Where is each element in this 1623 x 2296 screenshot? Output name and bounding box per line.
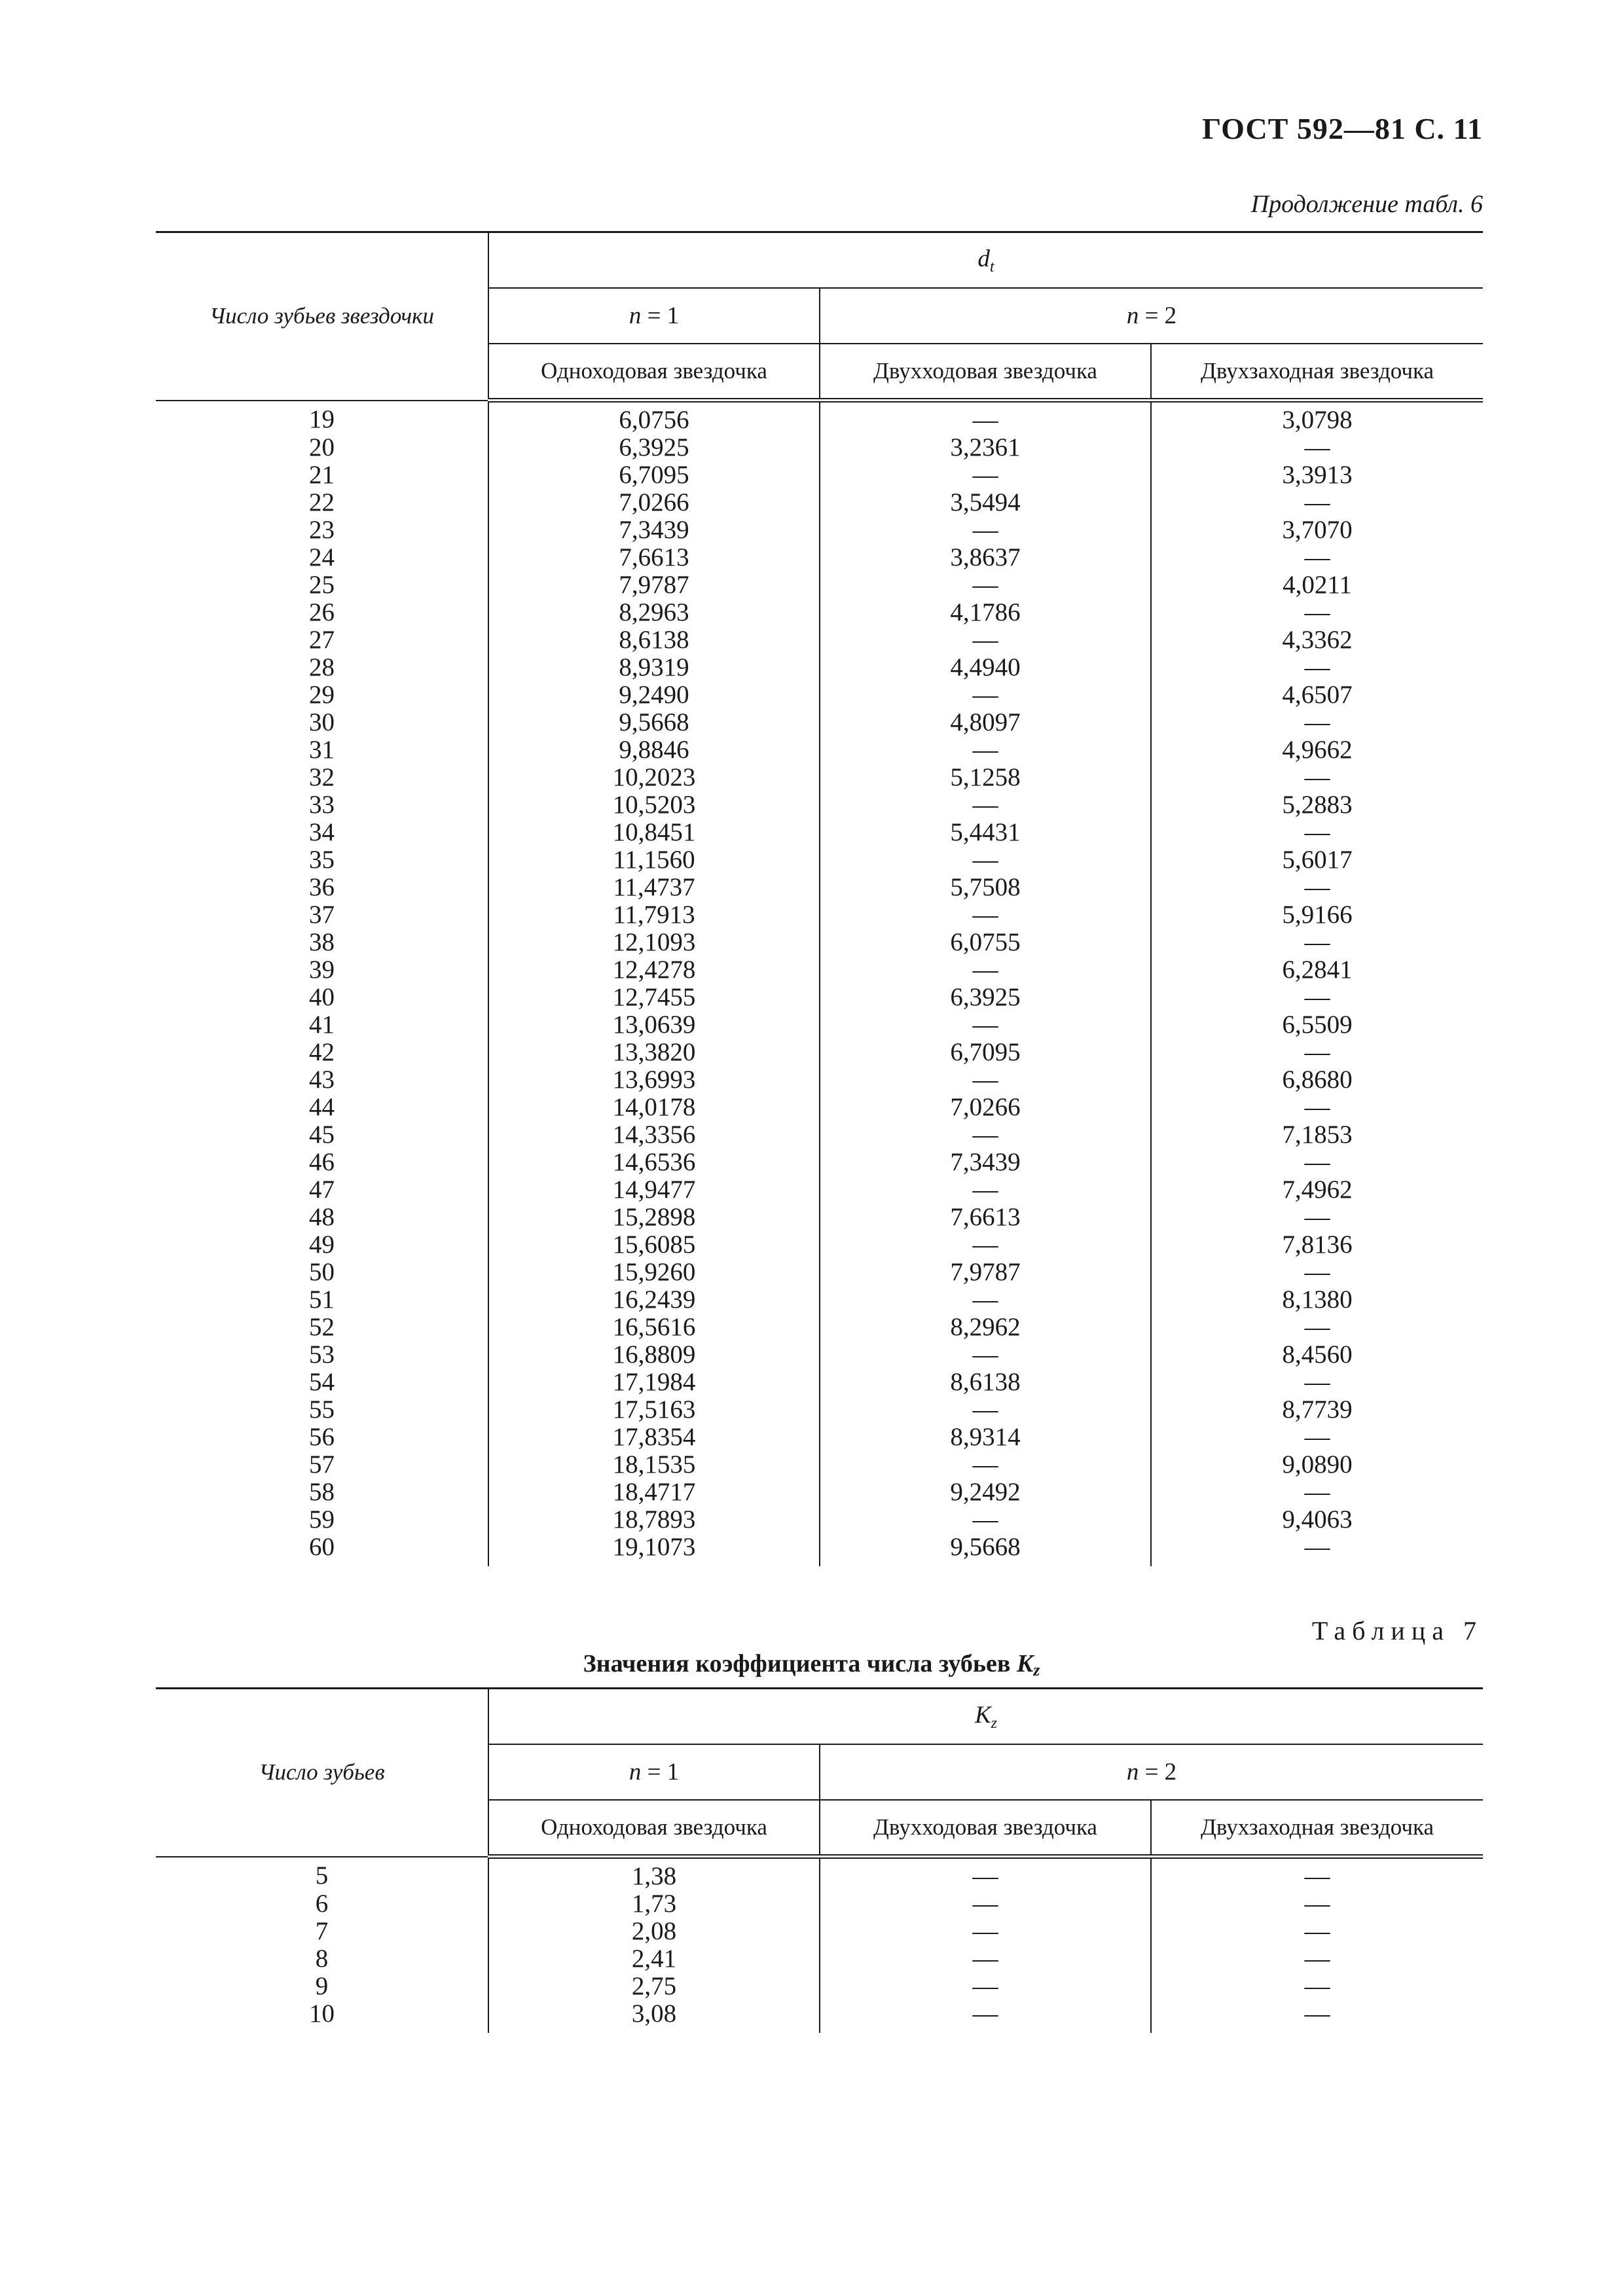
table-cell: —	[1304, 1478, 1330, 1506]
table-cell: 5,7508	[820, 874, 1151, 901]
table-cell: 5,1258	[820, 764, 1151, 791]
table-cell: 37	[156, 901, 488, 929]
table-cell: 6,8680	[1282, 1066, 1353, 1094]
table-cell: 7,3439	[488, 516, 820, 544]
table-cell: 43	[156, 1066, 488, 1094]
table-cell: 5,9166	[1282, 901, 1353, 929]
table-cell: —	[820, 1451, 1151, 1479]
page-header: ГОСТ 592—81 С. 11	[1201, 112, 1483, 145]
table-cell: —	[820, 2000, 1151, 2033]
table-cell: 8,6138	[488, 626, 820, 654]
table-cell: —	[1304, 1148, 1330, 1176]
table-row	[156, 1396, 1483, 1424]
table-row	[156, 626, 1483, 654]
table-cell: —	[820, 1176, 1151, 1204]
table-cell: 27	[156, 626, 488, 654]
table-cell: 8,4560	[1282, 1340, 1353, 1369]
n2-header: n = 2	[820, 1744, 1483, 1800]
table-cell: 3,0798	[1282, 406, 1353, 434]
table-cell: 55	[156, 1396, 488, 1424]
table-cell: 3,08	[488, 2000, 820, 2033]
table-row	[156, 1918, 1483, 1945]
table-cell: 31	[156, 736, 488, 764]
table-cell: 6,0756	[488, 401, 820, 435]
group-header-dt	[488, 232, 1483, 289]
table-cell: —	[820, 626, 1151, 654]
table-continuation-note: Продолжение табл. 6	[1250, 190, 1483, 218]
table-cell: —	[820, 1011, 1151, 1039]
table-row	[156, 929, 1483, 956]
table-cell: 6,0755	[820, 929, 1151, 956]
table-cell: 13,3820	[488, 1039, 820, 1066]
table-cell: 58	[156, 1479, 488, 1506]
table-row	[156, 1534, 1483, 1566]
table-cell: 59	[156, 1506, 488, 1534]
table-cell: —	[1304, 1368, 1330, 1396]
table-cell: —	[1304, 1093, 1330, 1121]
column-header: Одноходовая звездочка	[488, 1800, 820, 1857]
table-cell: 15,2898	[488, 1204, 820, 1231]
table-cell: —	[820, 791, 1151, 819]
table-cell: 7,0266	[488, 489, 820, 516]
table-cell: —	[1304, 1203, 1330, 1231]
table-cell: 6,3925	[488, 434, 820, 461]
table-cell: —	[1304, 763, 1330, 791]
table-row	[156, 489, 1483, 516]
table-row	[156, 681, 1483, 709]
table-cell: 9	[156, 1973, 488, 2000]
table-row	[156, 1094, 1483, 1121]
table-row	[156, 1890, 1483, 1918]
table-cell: 6	[156, 1890, 488, 1918]
table-row	[156, 599, 1483, 626]
table-cell: 7	[156, 1918, 488, 1945]
table-cell: 8	[156, 1945, 488, 1973]
table-cell: —	[820, 401, 1151, 435]
table-title	[0, 1649, 1623, 1680]
group-header-kz	[488, 1689, 1483, 1745]
table-cell: —	[1304, 488, 1330, 516]
table-row	[156, 1204, 1483, 1231]
table-row	[156, 1369, 1483, 1396]
table-cell: —	[820, 1890, 1151, 1918]
table-cell: 9,8846	[488, 736, 820, 764]
table-cell: 2,41	[488, 1945, 820, 1973]
table-cell: 14,0178	[488, 1094, 820, 1121]
table-cell: 5,6017	[1282, 846, 1353, 874]
table-cell: 34	[156, 819, 488, 846]
table-cell: 10,8451	[488, 819, 820, 846]
table-cell: 14,9477	[488, 1176, 820, 1204]
table-cell: —	[820, 461, 1151, 489]
column-header: Двухходовая звездочка	[820, 344, 1151, 401]
table-cell: 14,3356	[488, 1121, 820, 1149]
table-cell: 29	[156, 681, 488, 709]
table-cell: 1,38	[488, 1857, 820, 1891]
table-cell: —	[820, 736, 1151, 764]
table-cell: 51	[156, 1286, 488, 1314]
table-cell: —	[1304, 653, 1330, 681]
table-cell: 9,2490	[488, 681, 820, 709]
table-cell: 28	[156, 654, 488, 681]
table-cell: 8,7739	[1282, 1395, 1353, 1424]
table-cell: 7,3439	[820, 1149, 1151, 1176]
table-cell: 8,6138	[820, 1369, 1151, 1396]
table-cell: —	[820, 1945, 1151, 1973]
table-row	[156, 1973, 1483, 2000]
table-cell: —	[1304, 1423, 1330, 1451]
table-cell: 12,7455	[488, 984, 820, 1011]
table-cell: 7,8136	[1282, 1230, 1353, 1259]
table-cell: 2,75	[488, 1973, 820, 2000]
table-cell: —	[1304, 818, 1330, 846]
table-cell: 15,6085	[488, 1231, 820, 1259]
table-cell: 9,4063	[1282, 1505, 1353, 1534]
table-cell: 4,6507	[1282, 681, 1353, 709]
table-cell: —	[1304, 983, 1330, 1011]
table-cell: 50	[156, 1259, 488, 1286]
table-cell: 49	[156, 1231, 488, 1259]
table-row	[156, 874, 1483, 901]
table-cell: 16,8809	[488, 1341, 820, 1369]
table-cell: 15,9260	[488, 1259, 820, 1286]
table-cell: —	[820, 956, 1151, 984]
table-cell: —	[1304, 1258, 1330, 1286]
table-cell: —	[1304, 1945, 1330, 1973]
table-cell: 5	[156, 1857, 488, 1891]
table-cell: —	[1304, 708, 1330, 736]
table-cell: —	[820, 1506, 1151, 1534]
table-row	[156, 1424, 1483, 1451]
table-row	[156, 654, 1483, 681]
table-row	[156, 736, 1483, 764]
table-cell: 40	[156, 984, 488, 1011]
table-cell: 9,5668	[820, 1534, 1151, 1566]
table-row	[156, 1314, 1483, 1341]
table-cell: —	[1304, 1972, 1330, 2000]
table-cell: 39	[156, 956, 488, 984]
table-row	[156, 1479, 1483, 1506]
table-cell: 12,4278	[488, 956, 820, 984]
table-cell: —	[1304, 543, 1330, 571]
table-row	[156, 461, 1483, 489]
table-6-body	[156, 401, 1483, 1567]
table-cell: —	[1304, 433, 1330, 461]
table-row	[156, 2000, 1483, 2033]
table-cell: 8,1380	[1282, 1285, 1353, 1314]
table-cell: —	[820, 571, 1151, 599]
table-cell: —	[1304, 1917, 1330, 1945]
table-cell: 6,2841	[1282, 956, 1353, 984]
table-cell: 26	[156, 599, 488, 626]
table-cell: —	[1304, 598, 1330, 626]
table-cell: 4,0211	[1283, 571, 1352, 599]
table-cell: 52	[156, 1314, 488, 1341]
table-7-body	[156, 1857, 1483, 2034]
table-cell: 7,4962	[1282, 1175, 1353, 1204]
table-cell: 4,3362	[1282, 626, 1353, 654]
table-cell: 8,9319	[488, 654, 820, 681]
table-row	[156, 401, 1483, 435]
table-row	[156, 544, 1483, 571]
table-row	[156, 1341, 1483, 1369]
table-7	[156, 1687, 1483, 2033]
table-cell: —	[1304, 928, 1330, 956]
table-cell: 45	[156, 1121, 488, 1149]
table-row	[156, 1176, 1483, 1204]
table-cell: 7,6613	[488, 544, 820, 571]
table-cell: —	[1304, 2000, 1330, 2028]
column-header: Одноходовая звездочка	[488, 344, 820, 401]
table-cell: 35	[156, 846, 488, 874]
table-cell: 17,5163	[488, 1396, 820, 1424]
group-header-symbol: K	[974, 1701, 991, 1729]
table-cell: —	[820, 1286, 1151, 1314]
table-cell: 56	[156, 1424, 488, 1451]
table-row	[156, 764, 1483, 791]
table-row	[156, 1286, 1483, 1314]
table-6	[156, 231, 1483, 1566]
table-row	[156, 956, 1483, 984]
table-title-subscript: z	[1033, 1660, 1040, 1679]
table-cell: 6,7095	[488, 461, 820, 489]
stub-header: Число зубьев	[156, 1689, 488, 1857]
table-row	[156, 1011, 1483, 1039]
n2-header: n = 2	[820, 288, 1483, 344]
table-cell: 25	[156, 571, 488, 599]
table-cell: —	[820, 1341, 1151, 1369]
table-row	[156, 1149, 1483, 1176]
stub-header: Число зубьев звездочки	[156, 232, 488, 401]
table-cell: 7,6613	[820, 1204, 1151, 1231]
table-cell: 9,2492	[820, 1479, 1151, 1506]
table-cell: 12,1093	[488, 929, 820, 956]
table-cell: 8,2963	[488, 599, 820, 626]
table-cell: —	[820, 1396, 1151, 1424]
table-cell: 60	[156, 1534, 488, 1566]
table-cell: 22	[156, 489, 488, 516]
table-row	[156, 1945, 1483, 1973]
table-cell: 5,4431	[820, 819, 1151, 846]
table-row	[156, 1066, 1483, 1094]
column-header: Двухходовая звездочка	[820, 1800, 1151, 1857]
table-cell: —	[820, 1121, 1151, 1149]
table-row	[156, 901, 1483, 929]
table-title-symbol: K	[1016, 1650, 1034, 1677]
table-row	[156, 1451, 1483, 1479]
table-cell: 3,5494	[820, 489, 1151, 516]
table-cell: 6,3925	[820, 984, 1151, 1011]
table-cell: 14,6536	[488, 1149, 820, 1176]
table-row	[156, 1121, 1483, 1149]
group-header-subscript: z	[991, 1714, 998, 1732]
table-cell: 16,2439	[488, 1286, 820, 1314]
table-cell: 7,9787	[488, 571, 820, 599]
table-row	[156, 819, 1483, 846]
table-row	[156, 846, 1483, 874]
table-cell: 30	[156, 709, 488, 736]
table-cell: —	[820, 846, 1151, 874]
table-row	[156, 709, 1483, 736]
table-cell: 10,5203	[488, 791, 820, 819]
table-cell: —	[820, 1973, 1151, 2000]
table-cell: —	[820, 681, 1151, 709]
table-cell: 6,5509	[1282, 1011, 1353, 1039]
table-cell: 36	[156, 874, 488, 901]
table-cell: —	[820, 516, 1151, 544]
table-cell: 4,1786	[820, 599, 1151, 626]
table-cell: 8,2962	[820, 1314, 1151, 1341]
table-row	[156, 791, 1483, 819]
table-cell: 10,2023	[488, 764, 820, 791]
table-cell: —	[820, 1918, 1151, 1945]
group-header-symbol: d	[977, 245, 990, 272]
table-cell: —	[1304, 1890, 1330, 1918]
n1-header: n = 1	[488, 288, 820, 344]
table-cell: 20	[156, 434, 488, 461]
table-cell: —	[1304, 873, 1330, 901]
table-row	[156, 571, 1483, 599]
table-cell: 2,08	[488, 1918, 820, 1945]
table-label: Таблица 7	[1311, 1616, 1483, 1645]
table-title-text: Значения коэффициента числа зубьев	[583, 1650, 1017, 1677]
table-cell: 46	[156, 1149, 488, 1176]
table-cell: 24	[156, 544, 488, 571]
table-row	[156, 1506, 1483, 1534]
table-cell: 11,7913	[488, 901, 820, 929]
table-cell: 41	[156, 1011, 488, 1039]
table-row	[156, 516, 1483, 544]
table-cell: 4,8097	[820, 709, 1151, 736]
table-cell: 42	[156, 1039, 488, 1066]
table-cell: —	[1304, 1313, 1330, 1341]
column-header: Двухзаходная звездочка	[1151, 344, 1483, 401]
table-cell: 32	[156, 764, 488, 791]
table-cell: 21	[156, 461, 488, 489]
table-cell: 9,0890	[1282, 1450, 1353, 1479]
table-cell: —	[1304, 1533, 1330, 1561]
table-cell: —	[820, 1066, 1151, 1094]
table-cell: 7,0266	[820, 1094, 1151, 1121]
table-cell: 7,9787	[820, 1259, 1151, 1286]
table-cell: 13,0639	[488, 1011, 820, 1039]
table-cell: 5,2883	[1282, 791, 1353, 819]
table-cell: 3,7070	[1282, 516, 1353, 544]
table-row	[156, 1039, 1483, 1066]
table-cell: —	[820, 901, 1151, 929]
table-cell: 23	[156, 516, 488, 544]
table-cell: 57	[156, 1451, 488, 1479]
n1-header: n = 1	[488, 1744, 820, 1800]
table-cell: 1,73	[488, 1890, 820, 1918]
table-row	[156, 1857, 1483, 1891]
table-cell: 44	[156, 1094, 488, 1121]
table-cell: 9,5668	[488, 709, 820, 736]
group-header-subscript: t	[989, 258, 994, 276]
table-cell: 48	[156, 1204, 488, 1231]
table-cell: 18,7893	[488, 1506, 820, 1534]
table-cell: 18,4717	[488, 1479, 820, 1506]
table-cell: —	[1304, 1862, 1330, 1890]
table-cell: 33	[156, 791, 488, 819]
table-cell: —	[820, 1231, 1151, 1259]
table-row	[156, 1231, 1483, 1259]
table-cell: 3,8637	[820, 544, 1151, 571]
table-cell: 4,4940	[820, 654, 1151, 681]
table-cell: 47	[156, 1176, 488, 1204]
table-cell: 38	[156, 929, 488, 956]
table-cell: 11,1560	[488, 846, 820, 874]
table-cell: 6,7095	[820, 1039, 1151, 1066]
table-cell: 4,9662	[1282, 736, 1353, 764]
table-cell: 10	[156, 2000, 488, 2033]
table-cell: 3,2361	[820, 434, 1151, 461]
table-cell: 53	[156, 1341, 488, 1369]
table-cell: 54	[156, 1369, 488, 1396]
table-cell: 8,9314	[820, 1424, 1151, 1451]
table-cell: —	[1304, 1038, 1330, 1066]
table-cell: 17,1984	[488, 1369, 820, 1396]
table-cell: —	[820, 1857, 1151, 1891]
table-cell: 16,5616	[488, 1314, 820, 1341]
table-row	[156, 984, 1483, 1011]
table-cell: 18,1535	[488, 1451, 820, 1479]
table-cell: 7,1853	[1282, 1121, 1353, 1149]
table-cell: 3,3913	[1282, 461, 1353, 489]
table-cell: 19	[156, 401, 488, 435]
table-cell: 13,6993	[488, 1066, 820, 1094]
table-cell: 19,1073	[488, 1534, 820, 1566]
table-cell: 11,4737	[488, 874, 820, 901]
table-row	[156, 434, 1483, 461]
table-row	[156, 1259, 1483, 1286]
table-cell: 17,8354	[488, 1424, 820, 1451]
column-header: Двухзаходная звездочка	[1151, 1800, 1483, 1857]
